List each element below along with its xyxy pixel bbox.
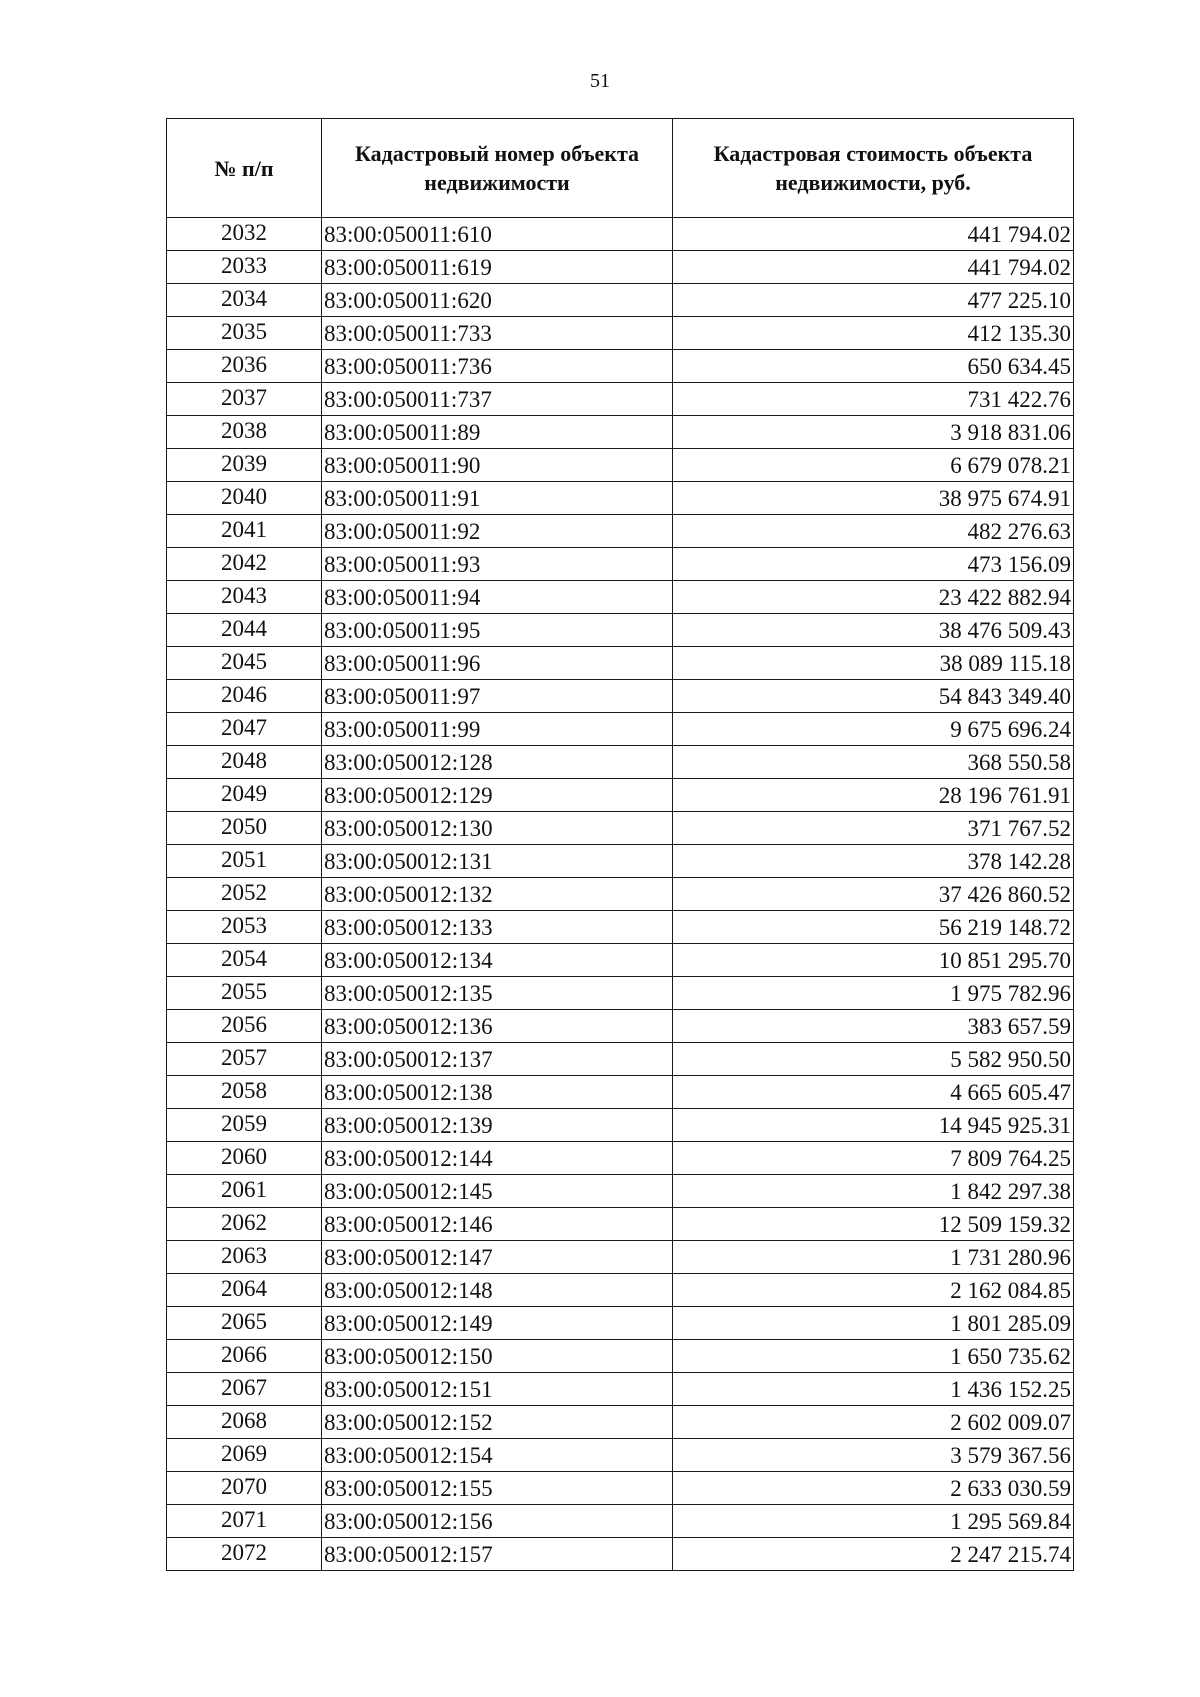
table-header [167,119,1074,218]
table-row [167,284,1074,317]
table-row [167,1505,1074,1538]
cadastral-number-cell: 83:00:050012:131 [322,845,673,878]
table-row [167,1274,1074,1307]
table-row [167,878,1074,911]
row-number-cell: 2044 [167,614,322,647]
table-row [167,1010,1074,1043]
cadastral-value-cell: 12 509 159.32 [673,1208,1074,1241]
cadastral-number-cell: 83:00:050012:148 [322,1274,673,1307]
cadastral-number-cell: 83:00:050012:144 [322,1142,673,1175]
table-row [167,647,1074,680]
row-number-cell: 2071 [167,1505,322,1538]
cadastral-number-cell: 83:00:050011:99 [322,713,673,746]
table-row [167,1076,1074,1109]
cadastral-value-cell: 482 276.63 [673,515,1074,548]
row-number-cell: 2049 [167,779,322,812]
cadastral-value-cell: 10 851 295.70 [673,944,1074,977]
table-row [167,383,1074,416]
row-number-cell: 2052 [167,878,322,911]
row-number-cell: 2033 [167,251,322,284]
cadastral-value-cell: 2 633 030.59 [673,1472,1074,1505]
cadastral-value-cell: 650 634.45 [673,350,1074,383]
cadastral-number-cell: 83:00:050012:139 [322,1109,673,1142]
row-number-cell: 2051 [167,845,322,878]
table-row [167,218,1074,251]
cadastral-number-cell: 83:00:050012:149 [322,1307,673,1340]
row-number-cell: 2066 [167,1340,322,1373]
row-number-cell: 2046 [167,680,322,713]
cadastral-value-cell: 1 842 297.38 [673,1175,1074,1208]
table-row [167,416,1074,449]
cadastral-value-cell: 4 665 605.47 [673,1076,1074,1109]
row-number-cell: 2037 [167,383,322,416]
cadastral-value-cell: 1 801 285.09 [673,1307,1074,1340]
row-number-cell: 2063 [167,1241,322,1274]
cadastral-value-cell: 368 550.58 [673,746,1074,779]
row-number-cell: 2059 [167,1109,322,1142]
cadastral-number-cell: 83:00:050012:129 [322,779,673,812]
table-row [167,911,1074,944]
row-number-cell: 2064 [167,1274,322,1307]
cadastral-value-cell: 383 657.59 [673,1010,1074,1043]
table-row [167,1241,1074,1274]
cadastral-number-cell: 83:00:050011:736 [322,350,673,383]
cadastral-number-cell: 83:00:050012:130 [322,812,673,845]
table-row [167,713,1074,746]
row-number-cell: 2065 [167,1307,322,1340]
row-number-cell: 2053 [167,911,322,944]
cadastral-number-cell: 83:00:050011:89 [322,416,673,449]
table-row [167,449,1074,482]
cadastral-value-cell: 473 156.09 [673,548,1074,581]
cadastral-number-cell: 83:00:050012:156 [322,1505,673,1538]
cadastral-value-cell: 371 767.52 [673,812,1074,845]
row-number-cell: 2069 [167,1439,322,1472]
cadastral-number-cell: 83:00:050011:90 [322,449,673,482]
row-number-cell: 2039 [167,449,322,482]
cadastral-number-cell: 83:00:050011:733 [322,317,673,350]
row-number-cell: 2032 [167,218,322,251]
table-row [167,1109,1074,1142]
cadastral-value-cell: 1 650 735.62 [673,1340,1074,1373]
cadastral-number-cell: 83:00:050011:92 [322,515,673,548]
table-row [167,1406,1074,1439]
row-number-cell: 2061 [167,1175,322,1208]
table-row [167,680,1074,713]
cadastral-number-cell: 83:00:050011:97 [322,680,673,713]
row-number-cell: 2042 [167,548,322,581]
cadastral-number-cell: 83:00:050011:91 [322,482,673,515]
table-row [167,845,1074,878]
cadastral-value-cell: 1 975 782.96 [673,977,1074,1010]
cadastral-number-cell: 83:00:050012:136 [322,1010,673,1043]
row-number-cell: 2070 [167,1472,322,1505]
cadastral-value-cell: 38 975 674.91 [673,482,1074,515]
table-row [167,779,1074,812]
cadastral-number-cell: 83:00:050012:133 [322,911,673,944]
cadastral-value-cell: 28 196 761.91 [673,779,1074,812]
cadastral-number-cell: 83:00:050012:128 [322,746,673,779]
cadastral-value-cell: 38 089 115.18 [673,647,1074,680]
row-number-cell: 2034 [167,284,322,317]
cadastral-number-cell: 83:00:050012:135 [322,977,673,1010]
cadastral-number-cell: 83:00:050011:620 [322,284,673,317]
table-row [167,1538,1074,1571]
header-row [167,119,1074,218]
row-number-cell: 2067 [167,1373,322,1406]
row-number-cell: 2041 [167,515,322,548]
row-number-cell: 2048 [167,746,322,779]
cadastral-value-cell: 477 225.10 [673,284,1074,317]
row-number-cell: 2056 [167,1010,322,1043]
cadastral-number-cell: 83:00:050012:132 [322,878,673,911]
cadastral-number-cell: 83:00:050011:619 [322,251,673,284]
cadastral-number-cell: 83:00:050012:137 [322,1043,673,1076]
table-row [167,251,1074,284]
header-row-number: № п/п [167,119,322,218]
cadastral-number-cell: 83:00:050012:138 [322,1076,673,1109]
cadastral-number-cell: 83:00:050012:147 [322,1241,673,1274]
cadastral-number-cell: 83:00:050012:157 [322,1538,673,1571]
row-number-cell: 2060 [167,1142,322,1175]
cadastral-value-cell: 14 945 925.31 [673,1109,1074,1142]
row-number-cell: 2040 [167,482,322,515]
cadastral-value-cell: 38 476 509.43 [673,614,1074,647]
cadastral-value-cell: 1 731 280.96 [673,1241,1074,1274]
table-row [167,350,1074,383]
row-number-cell: 2045 [167,647,322,680]
cadastral-value-cell: 23 422 882.94 [673,581,1074,614]
cadastral-number-cell: 83:00:050012:152 [322,1406,673,1439]
table-row [167,812,1074,845]
cadastral-value-cell: 1 436 152.25 [673,1373,1074,1406]
cadastral-number-cell: 83:00:050012:150 [322,1340,673,1373]
table-body [167,218,1074,1571]
cadastral-number-cell: 83:00:050012:145 [322,1175,673,1208]
row-number-cell: 2036 [167,350,322,383]
cadastral-value-cell: 54 843 349.40 [673,680,1074,713]
cadastral-number-cell: 83:00:050011:94 [322,581,673,614]
row-number-cell: 2068 [167,1406,322,1439]
row-number-cell: 2054 [167,944,322,977]
cadastral-number-cell: 83:00:050012:151 [322,1373,673,1406]
cadastral-value-cell: 2 247 215.74 [673,1538,1074,1571]
table-row [167,1340,1074,1373]
row-number-cell: 2055 [167,977,322,1010]
row-number-cell: 2035 [167,317,322,350]
table-row [167,1373,1074,1406]
table-row [167,944,1074,977]
cadastral-value-cell: 2 602 009.07 [673,1406,1074,1439]
table-row [167,1439,1074,1472]
table-row [167,1208,1074,1241]
cadastral-number-cell: 83:00:050012:146 [322,1208,673,1241]
cadastral-value-cell: 2 162 084.85 [673,1274,1074,1307]
table-row [167,482,1074,515]
cadastral-value-cell: 7 809 764.25 [673,1142,1074,1175]
cadastral-number-cell: 83:00:050012:154 [322,1439,673,1472]
cadastral-value-table [166,118,1074,1571]
row-number-cell: 2062 [167,1208,322,1241]
cadastral-number-cell: 83:00:050011:610 [322,218,673,251]
cadastral-number-cell: 83:00:050012:155 [322,1472,673,1505]
cadastral-value-cell: 731 422.76 [673,383,1074,416]
row-number-cell: 2047 [167,713,322,746]
row-number-cell: 2058 [167,1076,322,1109]
cadastral-number-cell: 83:00:050011:95 [322,614,673,647]
row-number-cell: 2043 [167,581,322,614]
row-number-cell: 2057 [167,1043,322,1076]
row-number-cell: 2038 [167,416,322,449]
cadastral-number-cell: 83:00:050012:134 [322,944,673,977]
cadastral-value-cell: 9 675 696.24 [673,713,1074,746]
table-row [167,977,1074,1010]
table-row [167,614,1074,647]
table-row [167,548,1074,581]
header-cadastral-number: Кадастровый номер объекта недвижимости [322,119,673,218]
page-number: 51 [590,70,610,92]
cadastral-value-cell: 441 794.02 [673,251,1074,284]
row-number-cell: 2050 [167,812,322,845]
cadastral-number-cell: 83:00:050011:96 [322,647,673,680]
cadastral-value-cell: 3 918 831.06 [673,416,1074,449]
table-row [167,1043,1074,1076]
cadastral-value-cell: 441 794.02 [673,218,1074,251]
table-row [167,1175,1074,1208]
cadastral-value-cell: 378 142.28 [673,845,1074,878]
table-row [167,1307,1074,1340]
cadastral-value-cell: 6 679 078.21 [673,449,1074,482]
table-row [167,581,1074,614]
header-cadastral-value: Кадастровая стоимость объекта недвижимости, руб. [673,119,1074,218]
table-row [167,317,1074,350]
cadastral-value-cell: 56 219 148.72 [673,911,1074,944]
table-row [167,746,1074,779]
cadastral-value-cell: 3 579 367.56 [673,1439,1074,1472]
cadastral-number-cell: 83:00:050011:93 [322,548,673,581]
table-row [167,1142,1074,1175]
cadastral-value-cell: 412 135.30 [673,317,1074,350]
table-row [167,515,1074,548]
table-row [167,1472,1074,1505]
cadastral-value-cell: 5 582 950.50 [673,1043,1074,1076]
cadastral-value-cell: 37 426 860.52 [673,878,1074,911]
cadastral-number-cell: 83:00:050011:737 [322,383,673,416]
cadastral-value-cell: 1 295 569.84 [673,1505,1074,1538]
row-number-cell: 2072 [167,1538,322,1571]
